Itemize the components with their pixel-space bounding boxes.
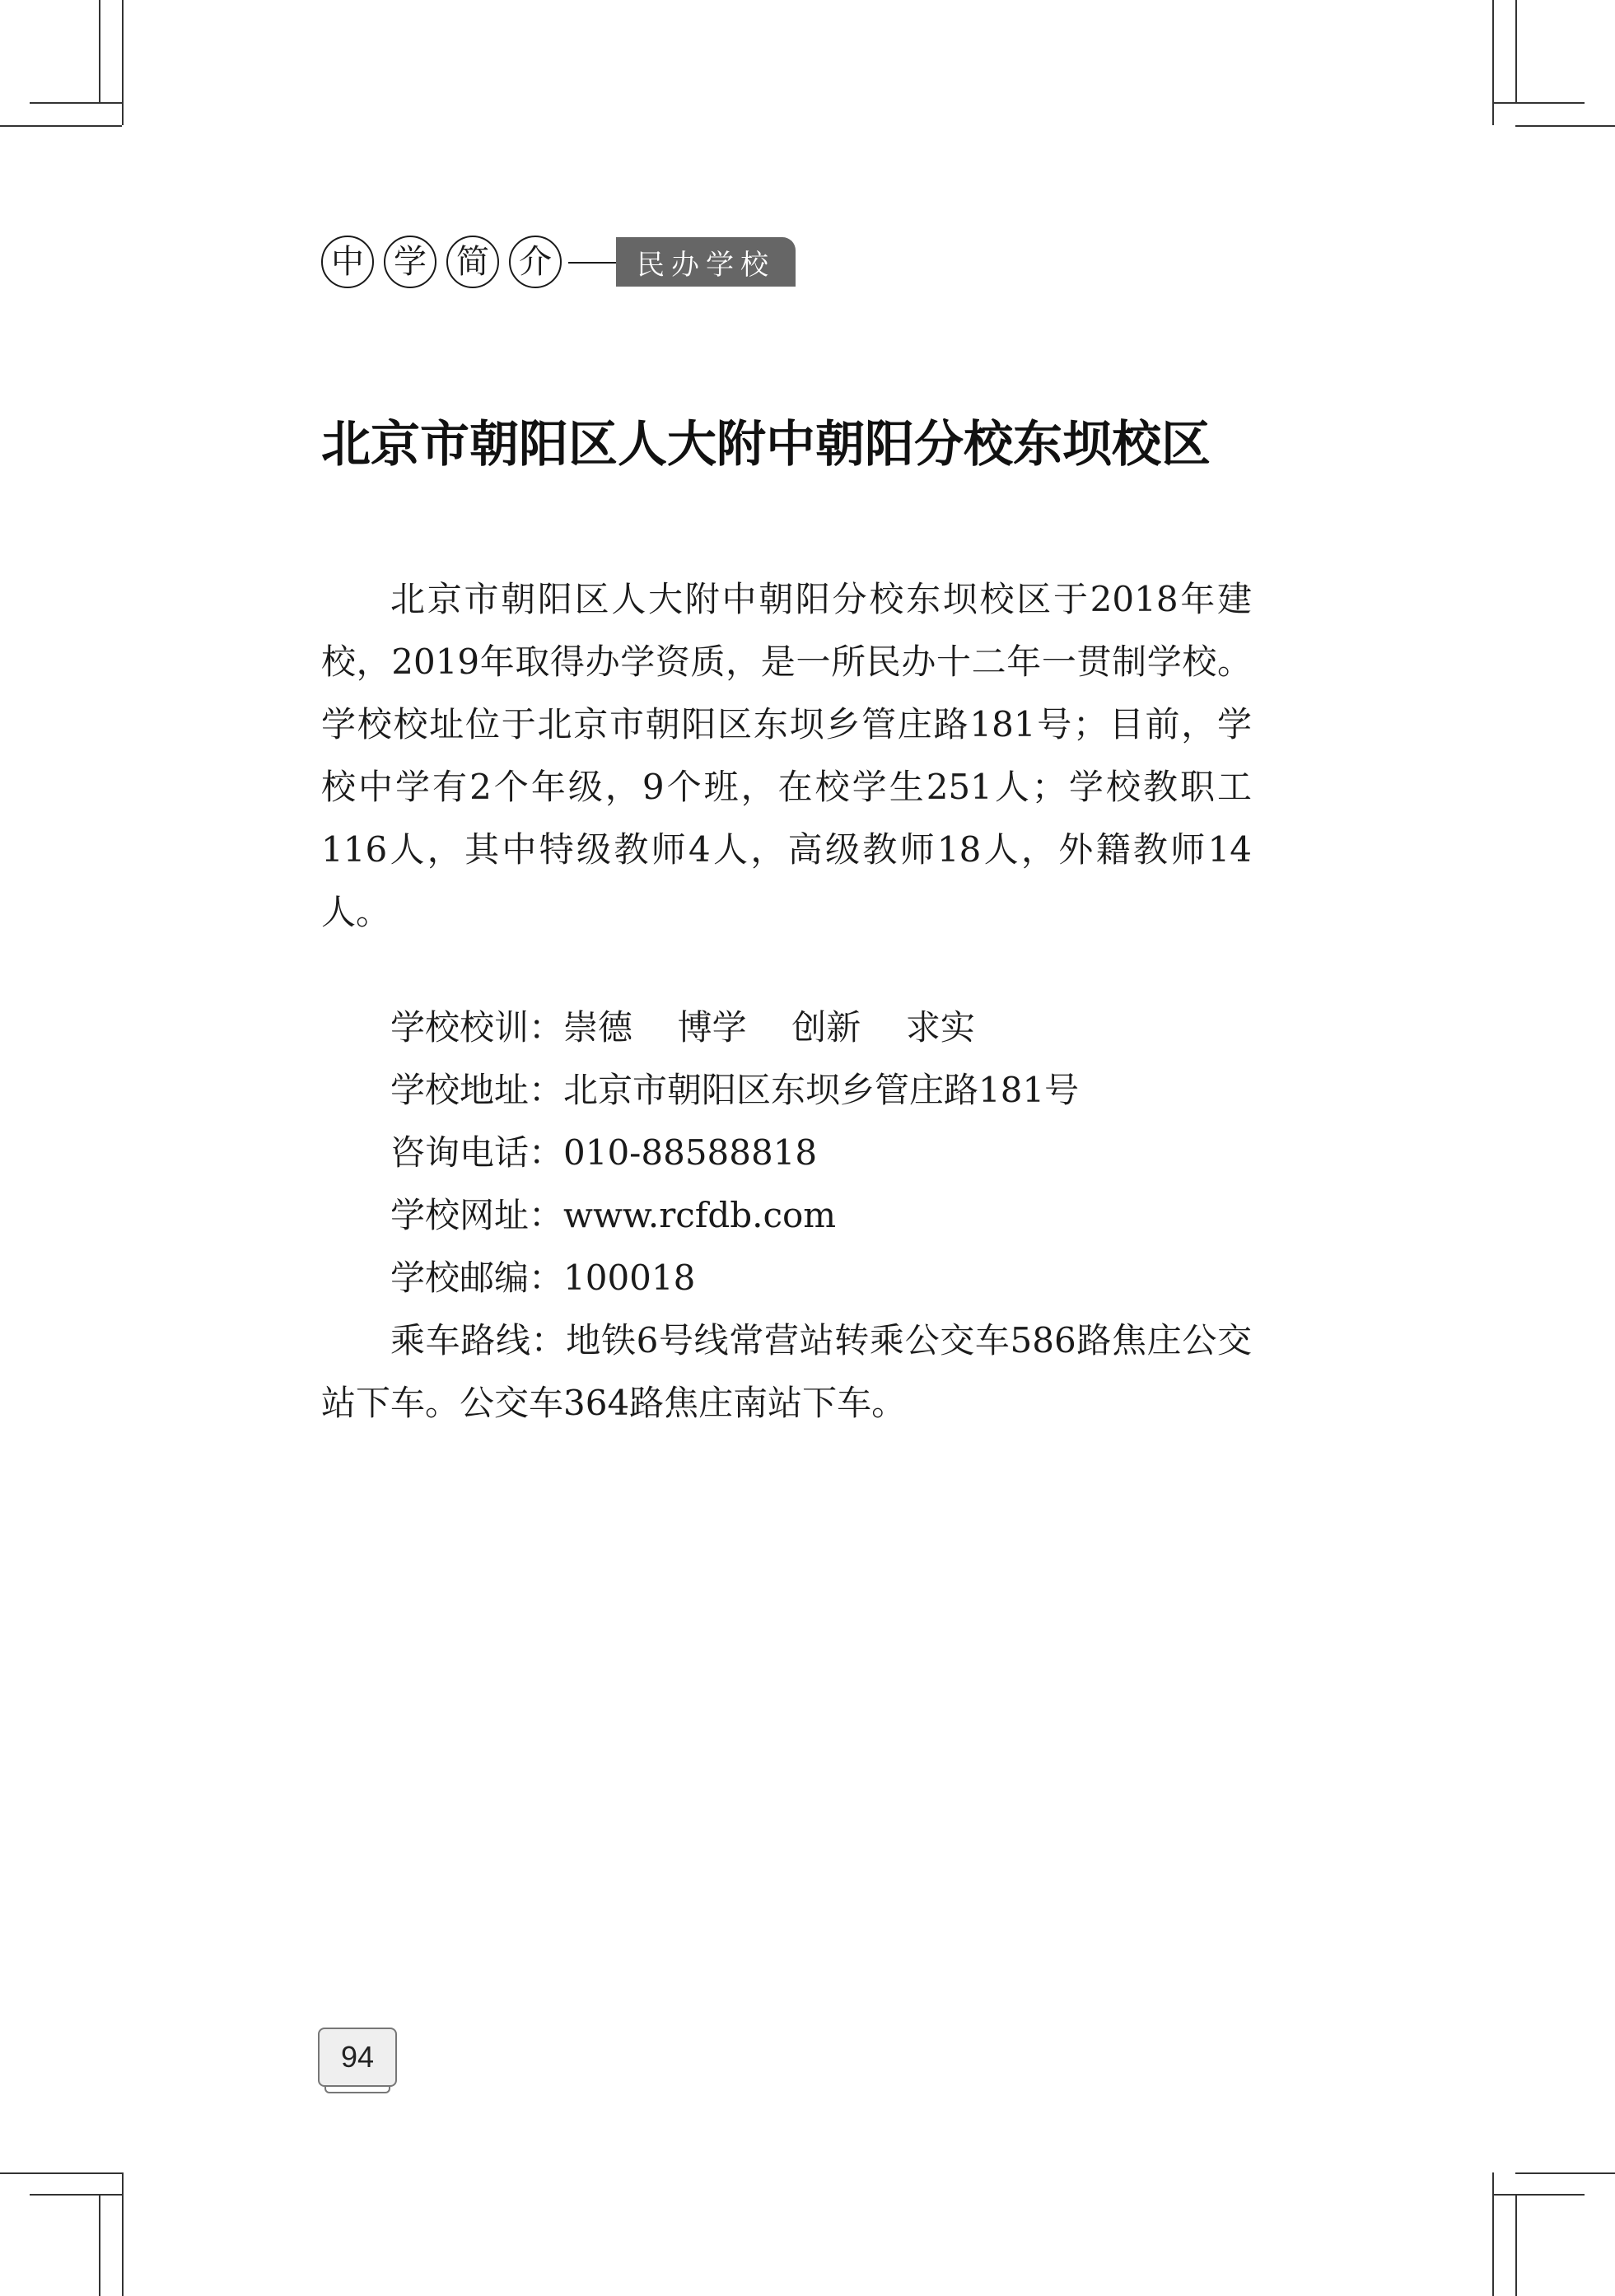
motto-label: 学校校训： (390, 1007, 564, 1048)
route-label: 乘车路线： (390, 1320, 567, 1360)
crop-mark (99, 2194, 100, 2296)
website-value: www.rcfdb.com (563, 1195, 837, 1235)
info-row-route (321, 1309, 1252, 1435)
website-label: 学校网址： (390, 1195, 564, 1235)
route-value: 地铁6号线常营站转乘公交车586路焦庄公交站下车。公交车364路焦庄南站下车。 (321, 1320, 1252, 1423)
motto-item: 求实 (905, 1007, 975, 1048)
header-connector-line (568, 262, 616, 264)
crop-mark (0, 125, 122, 127)
postcode-value: 100018 (563, 1258, 696, 1298)
info-row-postcode (321, 1247, 1252, 1309)
category-tag: 民办学校 (616, 237, 796, 287)
header-circle-char: 简 (446, 236, 499, 288)
crop-mark (1492, 2194, 1585, 2196)
postcode-label: 学校邮编： (390, 1258, 564, 1298)
crop-mark (122, 2172, 124, 2296)
crop-mark (122, 0, 124, 125)
intro-paragraph: 北京市朝阳区人大附中朝阳分校东坝校区于2018年建校，2019年取得办学资质，是一所民办十二年一贯制学校。学校校址位于北京市朝阳区东坝乡管庄路181号；目前，学校中学有2个年级，9个班，在校学生251人；学校教职工116人，其中特级教师4人，高级教师18人，外籍教师14人。 (321, 579, 1252, 932)
crop-mark (1515, 2172, 1615, 2174)
page-title: 北京市朝阳区人大附中朝阳分校东坝校区 (321, 416, 1211, 474)
crop-mark (0, 2172, 122, 2174)
info-row-phone (321, 1122, 1252, 1184)
crop-mark (1492, 102, 1585, 104)
crop-mark (1515, 125, 1615, 127)
page-number: 94 (318, 2028, 397, 2087)
motto-item: 博学 (677, 1007, 747, 1048)
crop-mark (30, 102, 122, 104)
crop-mark (1492, 2172, 1494, 2296)
motto-item: 崇德 (563, 1007, 633, 1048)
phone-label: 咨询电话： (390, 1132, 564, 1173)
header-circle-char: 学 (384, 236, 436, 288)
header-circle-char: 中 (321, 236, 374, 288)
address-value: 北京市朝阳区东坝乡管庄路181号 (563, 1070, 1080, 1110)
phone-value: 010-88588818 (563, 1132, 818, 1173)
info-row-address (321, 1059, 1252, 1122)
section-header (321, 232, 815, 295)
school-info (321, 996, 1252, 1435)
crop-mark (99, 0, 100, 102)
crop-mark (1492, 0, 1494, 125)
crop-mark (1515, 2194, 1517, 2296)
header-circle-char: 介 (509, 236, 562, 288)
motto-item: 创新 (791, 1007, 861, 1048)
crop-mark (30, 2194, 122, 2196)
crop-mark (1515, 0, 1517, 102)
info-row-motto (321, 996, 1252, 1059)
address-label: 学校地址： (390, 1070, 564, 1110)
info-row-website (321, 1184, 1252, 1247)
